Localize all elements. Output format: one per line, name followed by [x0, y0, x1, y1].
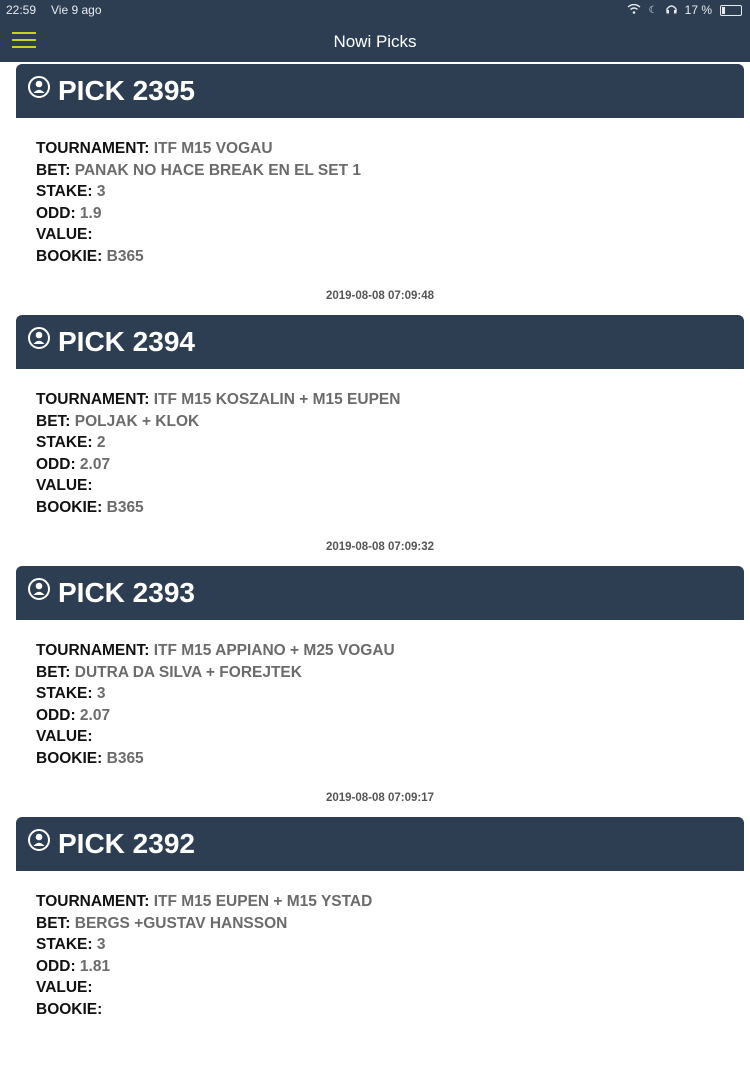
- pick-bookie-label: BOOKIE:: [36, 247, 103, 265]
- pick-bookie-label: BOOKIE:: [36, 498, 103, 516]
- user-icon: [28, 578, 50, 600]
- user-icon: [28, 829, 50, 851]
- pick-value-row: [36, 475, 400, 497]
- pick-tournament-value: ITF M15 APPIANO + M25 VOGAU: [153, 642, 395, 659]
- status-date: Vie 9 ago: [51, 3, 102, 17]
- nav-title: Nowi Picks: [333, 32, 417, 51]
- pick-bookie-label: BOOKIE:: [36, 1000, 103, 1018]
- wifi-icon: [627, 3, 641, 17]
- pick-value-label: VALUE:: [36, 226, 93, 243]
- pick-value-row: [36, 977, 372, 999]
- pick-bookie-value: B365: [106, 247, 144, 265]
- pick-stake-label: STAKE:: [36, 936, 93, 953]
- pick-bet-value: PANAK NO HACE BREAK EN EL SET 1: [74, 161, 361, 179]
- pick-bet-label: BET:: [36, 412, 71, 430]
- battery-percent: 17 %: [684, 3, 712, 17]
- pick-tournament-row: [36, 640, 395, 662]
- pick-timestamp: 2019-08-08 07:09:48: [325, 290, 435, 302]
- pick-odd-value: 1.81: [79, 957, 111, 975]
- pick-value-label: VALUE:: [36, 979, 93, 996]
- user-icon: [28, 327, 50, 349]
- pick-value-label: VALUE:: [36, 477, 93, 494]
- pick-title: PICK 2393: [58, 577, 195, 608]
- pick-bookie-row: [36, 748, 395, 770]
- pick-header: [16, 315, 744, 369]
- status-icons: [627, 3, 742, 17]
- pick-tournament-label: TOURNAMENT:: [36, 642, 150, 659]
- pick-odd-row: [36, 203, 361, 225]
- pick-stake-value: 2: [96, 434, 106, 451]
- pick-tournament-row: [36, 138, 361, 160]
- pick-bookie-label: BOOKIE:: [36, 749, 103, 767]
- pick-bet-row: [36, 160, 361, 182]
- headphones-icon: [666, 3, 677, 17]
- pick-card[interactable]: [0, 564, 750, 815]
- pick-bet-row: [36, 411, 400, 433]
- status-bar: [0, 0, 750, 20]
- pick-details: [36, 640, 395, 769]
- pick-title: PICK 2395: [58, 75, 195, 106]
- nav-bar: [0, 20, 750, 62]
- pick-value-row: [36, 726, 395, 748]
- pick-odd-row: [36, 454, 400, 476]
- pick-tournament-value: ITF M15 KOSZALIN + M15 EUPEN: [153, 391, 401, 408]
- battery-icon: [720, 5, 742, 16]
- pick-bookie-row: [36, 999, 372, 1021]
- pick-tournament-value: ITF M15 VOGAU: [153, 140, 273, 157]
- status-time: 22:59: [6, 3, 37, 17]
- pick-title: PICK 2394: [58, 326, 195, 357]
- pick-stake-row: [36, 432, 400, 454]
- pick-list[interactable]: [0, 62, 750, 1066]
- pick-value-row: [36, 224, 361, 246]
- pick-odd-value: 2.07: [79, 706, 111, 724]
- pick-bet-label: BET:: [36, 663, 71, 681]
- pick-tournament-label: TOURNAMENT:: [36, 893, 150, 910]
- pick-odd-label: ODD:: [36, 706, 76, 724]
- pick-bookie-row: [36, 497, 400, 519]
- pick-details: [36, 891, 372, 1020]
- pick-odd-label: ODD:: [36, 455, 76, 473]
- pick-bet-value: DUTRA DA SILVA + FOREJTEK: [74, 663, 302, 681]
- pick-bet-value: POLJAK + KLOK: [74, 412, 200, 430]
- pick-stake-row: [36, 683, 395, 705]
- pick-stake-label: STAKE:: [36, 685, 93, 702]
- pick-title: PICK 2392: [58, 828, 195, 859]
- pick-odd-row: [36, 705, 395, 727]
- pick-stake-value: 3: [96, 183, 106, 200]
- pick-odd-label: ODD:: [36, 957, 76, 975]
- pick-bookie-value: B365: [106, 749, 144, 767]
- pick-value-label: VALUE:: [36, 728, 93, 745]
- moon-icon: ☾: [648, 4, 658, 16]
- pick-odd-value: 1.9: [79, 204, 102, 222]
- pick-tournament-value: ITF M15 EUPEN + M15 YSTAD: [153, 893, 373, 910]
- pick-stake-label: STAKE:: [36, 434, 93, 451]
- pick-bookie-value: B365: [106, 498, 144, 516]
- pick-tournament-row: [36, 891, 372, 913]
- pick-tournament-row: [36, 389, 400, 411]
- pick-bet-value: BERGS +GUSTAV HANSSON: [74, 914, 288, 932]
- pick-header: [16, 566, 744, 620]
- pick-tournament-label: TOURNAMENT:: [36, 391, 150, 408]
- pick-stake-value: 3: [96, 685, 106, 702]
- pick-bet-row: [36, 913, 372, 935]
- user-icon: [28, 76, 50, 98]
- pick-card[interactable]: [0, 815, 750, 1066]
- pick-header: [16, 64, 744, 118]
- pick-bet-label: BET:: [36, 161, 71, 179]
- pick-card[interactable]: [0, 62, 750, 313]
- pick-timestamp: 2019-08-08 07:09:32: [325, 541, 435, 553]
- pick-stake-row: [36, 181, 361, 203]
- pick-card[interactable]: [0, 313, 750, 564]
- pick-details: [36, 389, 400, 518]
- pick-stake-value: 3: [96, 936, 106, 953]
- pick-bet-row: [36, 662, 395, 684]
- pick-stake-label: STAKE:: [36, 183, 93, 200]
- pick-header: [16, 817, 744, 871]
- pick-odd-value: 2.07: [79, 455, 111, 473]
- pick-stake-row: [36, 934, 372, 956]
- pick-timestamp: 2019-08-08 07:09:17: [325, 792, 435, 804]
- pick-odd-row: [36, 956, 372, 978]
- pick-bookie-row: [36, 246, 361, 268]
- pick-details: [36, 138, 361, 267]
- pick-tournament-label: TOURNAMENT:: [36, 140, 150, 157]
- pick-odd-label: ODD:: [36, 204, 76, 222]
- pick-bet-label: BET:: [36, 914, 71, 932]
